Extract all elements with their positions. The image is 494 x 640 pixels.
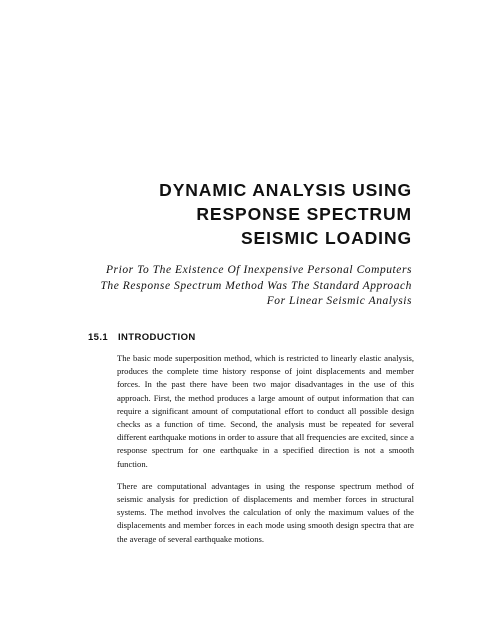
epigraph-line: Prior To The Existence Of Inexpensive Personal Computers	[105, 264, 412, 276]
epigraph-line: The Response Spectrum Method Was The Standard Approach	[100, 279, 412, 292]
chapter-title-line: SEISMIC LOADING	[240, 228, 412, 248]
chapter-title-line: DYNAMIC ANALYSIS USING	[159, 180, 412, 200]
chapter-title	[52, 178, 412, 250]
section-title: INTRODUCTION	[118, 332, 196, 343]
section-heading	[88, 332, 196, 344]
body-text	[117, 352, 414, 555]
section-number: 15.1	[88, 332, 109, 343]
paragraph: There are computational advantages in using the response spectrum method of seismic analysis for prediction of displacements and member forces in structural systems. The method involves the calculation of only the maximum values of the displacements and member forces in each mode using smooth design spectra that are the average of several earthquake motions.	[117, 480, 414, 544]
paragraph: The basic mode superposition method, which is restricted to linearly elastic analysis, produces the complete time history response of joint displacements and member forces. In the past there have been two major disadvantages in the use of this approach. First, the method produces a large amount of output information that can require a significant amount of computational effort to conduct all possible design checks as a function of time. Second, the analysis must be repeated for several different earthquake motions in order to assure that all frequencies are excited, since a response spectrum for one earthquake in a specified direction is not a smooth function.	[117, 353, 414, 469]
chapter-epigraph	[32, 263, 412, 310]
epigraph-line: For Linear Seismic Analysis	[266, 295, 412, 307]
chapter-title-line: RESPONSE SPECTRUM	[196, 204, 412, 224]
